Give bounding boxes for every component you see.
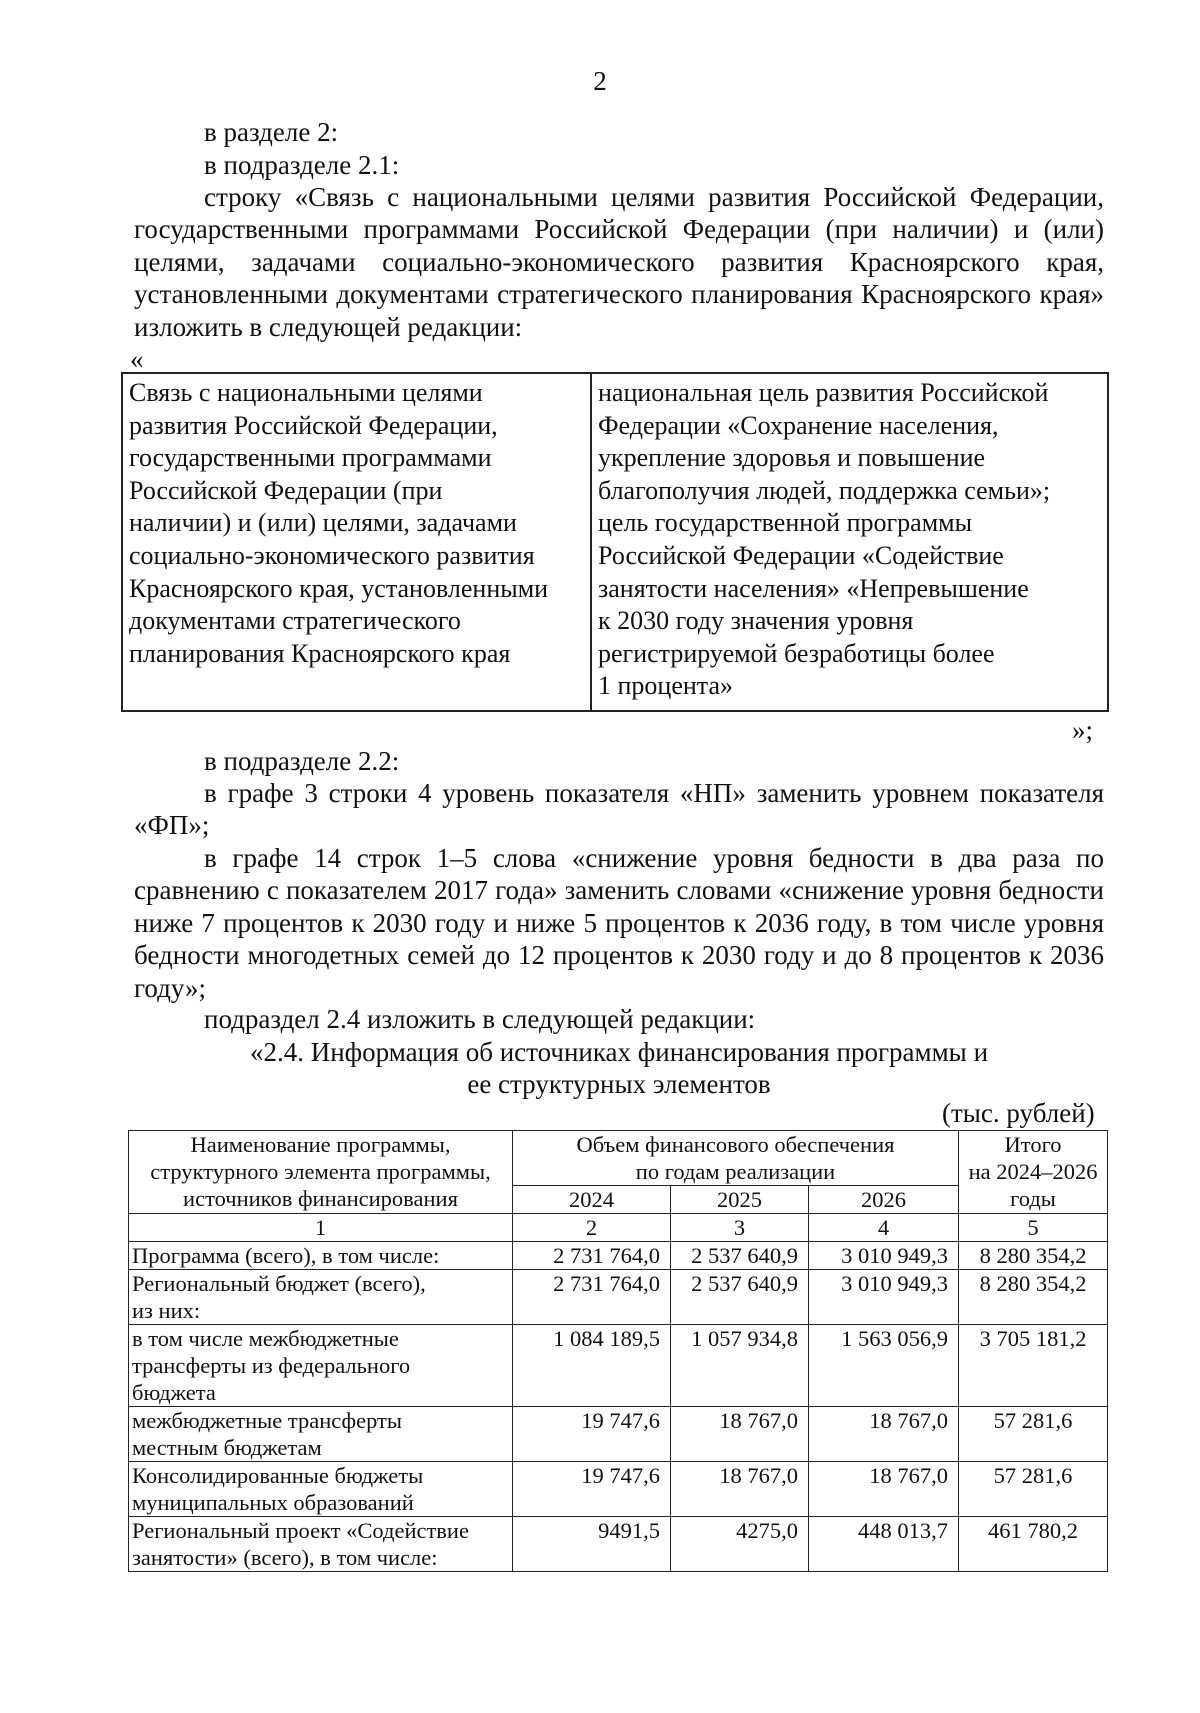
header-year: 2026 <box>809 1186 959 1214</box>
value-total: 8 280 354,2 <box>959 1242 1108 1270</box>
value-2025: 18 767,0 <box>671 1462 809 1517</box>
section-line: в разделе 2: <box>204 117 339 147</box>
value-2026: 18 767,0 <box>809 1462 959 1517</box>
units-label: (тыс. рублей) <box>942 1098 1095 1128</box>
value-total: 57 281,6 <box>959 1407 1108 1462</box>
column-number: 1 <box>129 1214 513 1242</box>
value-total: 8 280 354,2 <box>959 1270 1108 1325</box>
subsection-line: в подразделе 2.1: <box>204 150 400 180</box>
subsection-22-title: в подразделе 2.2: <box>204 746 400 776</box>
row-name: Региональный проект «Содействие занятости» (всего), в том числе: <box>129 1517 513 1572</box>
table-row <box>129 1270 1108 1325</box>
column-number: 5 <box>959 1214 1108 1242</box>
value-2025: 18 767,0 <box>671 1407 809 1462</box>
column-number: 2 <box>513 1214 671 1242</box>
row-name: Программа (всего), в том числе: <box>129 1242 513 1270</box>
open-quote: « <box>130 344 144 374</box>
table-caption-line-1: «2.4. Информация об источниках финансирования программы и <box>249 1037 989 1067</box>
table-row <box>129 1407 1108 1462</box>
header-year: 2024 <box>513 1186 671 1214</box>
table-row <box>129 1325 1108 1407</box>
row-name: Региональный бюджет (всего), из них: <box>129 1270 513 1325</box>
header-year: 2025 <box>671 1186 809 1214</box>
value-2025: 1 057 934,8 <box>671 1325 809 1407</box>
value-2026: 18 767,0 <box>809 1407 959 1462</box>
goals-link-left-cell: Связь с национальными целями развития Российской Федерации, государственными программами Российской Федерации (при наличии) и (или) целями, задачами социально-экономического развития Красноярского края, установленными документами стратегического планирования Красноярского края <box>123 374 592 710</box>
header-total: Итого на 2024–2026 годы <box>959 1131 1108 1214</box>
value-2024: 9491,5 <box>513 1517 671 1572</box>
value-2024: 1 084 189,5 <box>513 1325 671 1407</box>
value-2024: 2 731 764,0 <box>513 1242 671 1270</box>
goals-link-table <box>121 372 1109 712</box>
value-total: 461 780,2 <box>959 1517 1108 1572</box>
value-2024: 2 731 764,0 <box>513 1270 671 1325</box>
header-name: Наименование программы, структурного элемента программы, источников финансирования <box>129 1131 513 1214</box>
table-caption-line-2: ее структурных элементов <box>467 1069 771 1099</box>
financing-table <box>128 1130 1108 1572</box>
goals-link-right-cell: национальная цель развития Российской Федерации «Сохранение населения, укрепление здоровья и повышение благополучия людей, поддержка семьи»; цель государственной программы Российской Федерации «Содействие занятости населения» «Непревышение к 2030 году значения уровня регистрируемой безработицы более 1 процента» <box>598 378 1051 701</box>
table-row <box>129 1242 1108 1270</box>
row-name: Консолидированные бюджеты муниципальных образований <box>129 1462 513 1517</box>
subsection-22-item-3: подраздел 2.4 изложить в следующей редакции: <box>204 1004 756 1034</box>
row-name: в том числе межбюджетные трансферты из федерального бюджета <box>129 1325 513 1407</box>
subsection-22-item-2: в графе 14 строк 1–5 слова «снижение уровня бедности в два раза по сравнению с показателем 2017 года» заменить словами «снижение уровня бедности ниже 7 процентов к 2030 году и ниже 5 процентов к 2036 году, в том числе уровня бедности многодетных семей до 12 процентов к 2030 году и до 8 процентов к 2036 году»; <box>134 843 1104 1003</box>
value-2026: 448 013,7 <box>809 1517 959 1572</box>
value-2025: 4275,0 <box>671 1517 809 1572</box>
subsection-22-item-1: в графе 3 строки 4 уровень показателя «НП» заменить уровнем показателя «ФП»; <box>134 778 1104 841</box>
value-2026: 1 563 056,9 <box>809 1325 959 1407</box>
value-2025: 2 537 640,9 <box>671 1270 809 1325</box>
value-2025: 2 537 640,9 <box>671 1242 809 1270</box>
page-number: 2 <box>593 66 607 96</box>
header-volume: Объем финансового обеспечения по годам реализации <box>513 1131 959 1186</box>
row-name: межбюджетные трансферты местным бюджетам <box>129 1407 513 1462</box>
value-2026: 3 010 949,3 <box>809 1270 959 1325</box>
value-2026: 3 010 949,3 <box>809 1242 959 1270</box>
table-row <box>129 1462 1108 1517</box>
close-quote: »; <box>1072 715 1094 745</box>
intro-paragraph: строку «Связь с национальными целями развития Российской Федерации, государственными программами Российской Федерации (при наличии) и (или) целями, задачами социально-экономического развития Красноярского края, установленными документами стратегического планирования Красноярского края» изложить в следующей редакции: <box>134 182 1104 342</box>
column-number: 4 <box>809 1214 959 1242</box>
value-total: 3 705 181,2 <box>959 1325 1108 1407</box>
column-number: 3 <box>671 1214 809 1242</box>
value-2024: 19 747,6 <box>513 1462 671 1517</box>
value-2024: 19 747,6 <box>513 1407 671 1462</box>
table-row <box>129 1517 1108 1572</box>
value-total: 57 281,6 <box>959 1462 1108 1517</box>
